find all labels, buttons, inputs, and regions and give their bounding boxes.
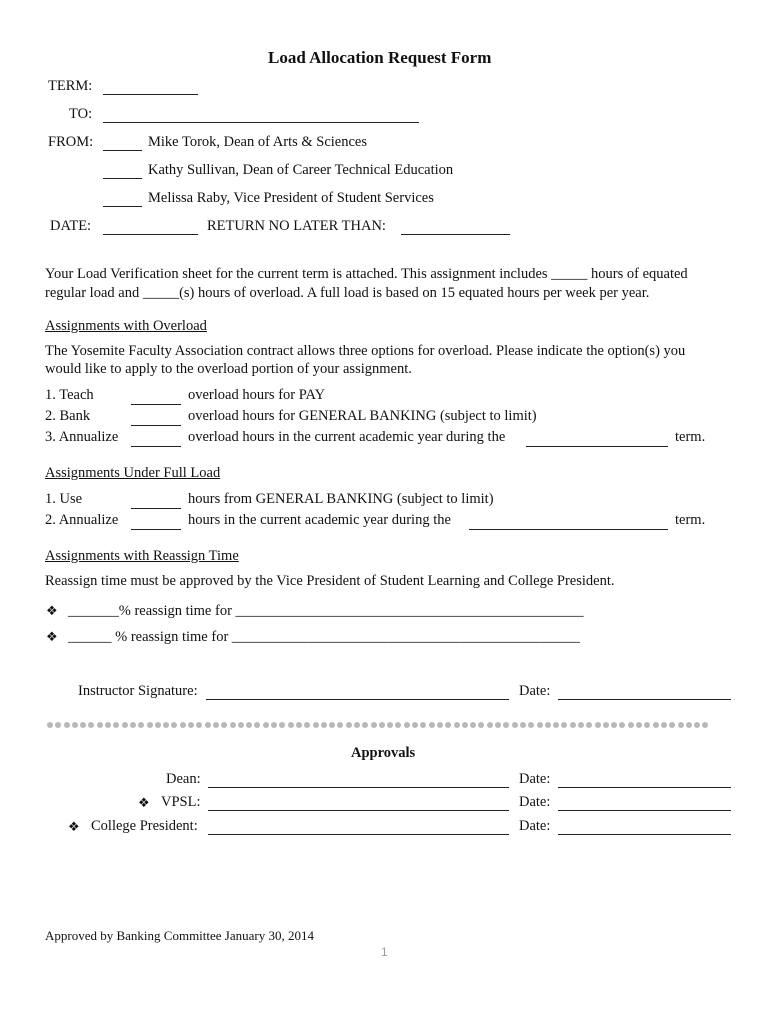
return-date-field[interactable] <box>401 234 510 235</box>
divider-dot <box>445 722 451 728</box>
divider-dot <box>611 722 617 728</box>
divider-dot <box>371 722 377 728</box>
divider-dot <box>520 722 526 728</box>
divider-dot <box>346 722 352 728</box>
term-field[interactable] <box>103 94 198 95</box>
divider-dot <box>288 722 294 728</box>
underload-item-annualize-label: 2. Annualize <box>45 512 119 528</box>
instructor-signature-field[interactable] <box>206 699 509 700</box>
divider-dot <box>362 722 368 728</box>
divider-dot <box>64 722 70 728</box>
divider-dot <box>188 722 194 728</box>
overload-item-teach-text: overload hours for PAY <box>188 387 326 403</box>
divider-dot <box>271 722 277 728</box>
overload-annualize-term-field[interactable] <box>526 446 668 447</box>
divider-dot <box>537 722 543 728</box>
approval-dean-date-field[interactable] <box>558 787 731 788</box>
divider-dot <box>263 722 269 728</box>
date-label: DATE: <box>50 218 92 234</box>
diamond-bullet-icon: ❖ <box>68 820 80 835</box>
from-checkbox-torok[interactable] <box>103 150 142 151</box>
divider-dot <box>628 722 634 728</box>
divider-dot <box>586 722 592 728</box>
underload-item-use-text: hours from GENERAL BANKING (subject to limit) <box>188 491 494 507</box>
divider-dot <box>88 722 94 728</box>
date-field[interactable] <box>103 234 198 235</box>
approval-dean-date-label: Date: <box>519 771 551 787</box>
to-field[interactable] <box>103 122 419 123</box>
approval-vpsl-label: VPSL: <box>161 794 201 810</box>
overload-para-1: The Yosemite Faculty Association contract allows three options for overload. Please indicate the option(s) you <box>45 343 686 359</box>
instructor-date-label: Date: <box>519 683 551 699</box>
divider-dot <box>321 722 327 728</box>
divider-dot <box>678 722 684 728</box>
underload-annualize-field[interactable] <box>131 529 181 530</box>
approved-by-footer: Approved by Banking Committee January 30, 2014 <box>45 928 314 943</box>
divider-dot <box>55 722 61 728</box>
reassign-row-2[interactable]: ______ % reassign time for ________________________________________________ <box>68 629 580 645</box>
divider-dot <box>47 722 53 728</box>
divider-dot <box>669 722 675 728</box>
divider-dot <box>470 722 476 728</box>
divider-dot <box>354 722 360 728</box>
divider-dot <box>553 722 559 728</box>
overload-para-2: would like to apply to the overload portion of your assignment. <box>45 361 412 377</box>
intro-line-1: Your Load Verification sheet for the current term is attached. This assignment includes _____ hours of equated <box>45 266 688 282</box>
underload-annualize-suffix: term. <box>675 512 706 528</box>
divider-dot <box>619 722 625 728</box>
underload-use-field[interactable] <box>131 508 181 509</box>
divider-dot <box>279 722 285 728</box>
divider-dot <box>138 722 144 728</box>
dotted-divider <box>47 716 717 726</box>
approval-president-label: College President: <box>91 818 198 834</box>
divider-dot <box>412 722 418 728</box>
from-option-torok: Mike Torok, Dean of Arts & Sciences <box>148 134 367 150</box>
divider-dot <box>238 722 244 728</box>
divider-dot <box>478 722 484 728</box>
divider-dot <box>329 722 335 728</box>
from-option-sullivan: Kathy Sullivan, Dean of Career Technical Education <box>148 162 454 178</box>
underload-item-use-label: 1. Use <box>45 491 83 507</box>
overload-item-annualize-text: overload hours in the current academic year during the <box>188 429 506 445</box>
divider-dot <box>122 722 128 728</box>
overload-bank-field[interactable] <box>131 425 181 426</box>
divider-dot <box>644 722 650 728</box>
divider-dot <box>230 722 236 728</box>
divider-dot <box>296 722 302 728</box>
page-title: Load Allocation Request Form <box>268 48 492 67</box>
divider-dot <box>97 722 103 728</box>
divider-dot <box>246 722 252 728</box>
approval-vpsl-date-label: Date: <box>519 794 551 810</box>
divider-dot <box>702 722 708 728</box>
divider-dot <box>503 722 509 728</box>
approvals-heading: Approvals <box>351 745 416 761</box>
overload-teach-field[interactable] <box>131 404 181 405</box>
return-label: RETURN NO LATER THAN: <box>207 218 386 234</box>
to-label: TO: <box>69 106 93 122</box>
divider-dot <box>603 722 609 728</box>
reassign-note: Reassign time must be approved by the Vice President of Student Learning and College President. <box>45 573 615 589</box>
divider-dot <box>528 722 534 728</box>
divider-dot <box>661 722 667 728</box>
diamond-bullet-icon: ❖ <box>46 630 58 645</box>
underload-annualize-term-field[interactable] <box>469 529 668 530</box>
underload-heading: Assignments Under Full Load <box>45 465 221 481</box>
divider-dot <box>254 722 260 728</box>
divider-dot <box>561 722 567 728</box>
divider-dot <box>512 722 518 728</box>
divider-dot <box>395 722 401 728</box>
approval-president-date-label: Date: <box>519 818 551 834</box>
approval-president-date-field[interactable] <box>558 834 731 835</box>
reassign-row-1[interactable]: _______% reassign time for ________________________________________________ <box>68 603 584 619</box>
diamond-bullet-icon: ❖ <box>46 604 58 619</box>
page-number: 1 <box>381 945 388 959</box>
overload-item-bank-text: overload hours for GENERAL BANKING (subject to limit) <box>188 408 537 424</box>
divider-dot <box>420 722 426 728</box>
divider-dot <box>205 722 211 728</box>
divider-dot <box>487 722 493 728</box>
from-checkbox-sullivan[interactable] <box>103 178 142 179</box>
approval-president-signature-field[interactable] <box>208 834 509 835</box>
divider-dot <box>545 722 551 728</box>
divider-dot <box>454 722 460 728</box>
reassign-heading: Assignments with Reassign Time <box>45 548 239 564</box>
divider-dot <box>196 722 202 728</box>
underload-item-annualize-text: hours in the current academic year during the <box>188 512 451 528</box>
divider-dot <box>404 722 410 728</box>
divider-dot <box>337 722 343 728</box>
term-label: TERM: <box>48 78 93 94</box>
divider-dot <box>686 722 692 728</box>
divider-dot <box>570 722 576 728</box>
divider-dot <box>387 722 393 728</box>
divider-dot <box>437 722 443 728</box>
divider-dot <box>147 722 153 728</box>
divider-dot <box>595 722 601 728</box>
overload-annualize-suffix: term. <box>675 429 706 445</box>
divider-dot <box>636 722 642 728</box>
overload-item-teach-label: 1. Teach <box>45 387 94 403</box>
overload-item-annualize-label: 3. Annualize <box>45 429 119 445</box>
from-checkbox-raby[interactable] <box>103 206 142 207</box>
divider-dot <box>113 722 119 728</box>
approval-vpsl-signature-field[interactable] <box>208 810 509 811</box>
divider-dot <box>155 722 161 728</box>
divider-dot <box>429 722 435 728</box>
divider-dot <box>462 722 468 728</box>
divider-dot <box>213 722 219 728</box>
divider-dot <box>171 722 177 728</box>
divider-dot <box>80 722 86 728</box>
divider-dot <box>578 722 584 728</box>
instructor-signature-label: Instructor Signature: <box>78 683 198 699</box>
divider-dot <box>313 722 319 728</box>
overload-heading: Assignments with Overload <box>45 318 207 334</box>
intro-line-2: regular load and _____(s) hours of overload. A full load is based on 15 equated hours per week per year. <box>45 285 650 301</box>
instructor-date-field[interactable] <box>558 699 731 700</box>
overload-item-bank-label: 2. Bank <box>45 408 91 424</box>
from-label: FROM: <box>48 134 94 150</box>
overload-annualize-field[interactable] <box>131 446 181 447</box>
divider-dot <box>221 722 227 728</box>
divider-dot <box>379 722 385 728</box>
from-option-raby: Melissa Raby, Vice President of Student Services <box>148 190 434 206</box>
approval-dean-signature-field[interactable] <box>208 787 509 788</box>
approval-dean-label: Dean: <box>166 771 201 787</box>
divider-dot <box>694 722 700 728</box>
divider-dot <box>72 722 78 728</box>
divider-dot <box>180 722 186 728</box>
diamond-bullet-icon: ❖ <box>138 796 150 811</box>
divider-dot <box>130 722 136 728</box>
divider-dot <box>163 722 169 728</box>
divider-dot <box>495 722 501 728</box>
divider-dot <box>105 722 111 728</box>
approval-vpsl-date-field[interactable] <box>558 810 731 811</box>
divider-dot <box>653 722 659 728</box>
divider-dot <box>304 722 310 728</box>
